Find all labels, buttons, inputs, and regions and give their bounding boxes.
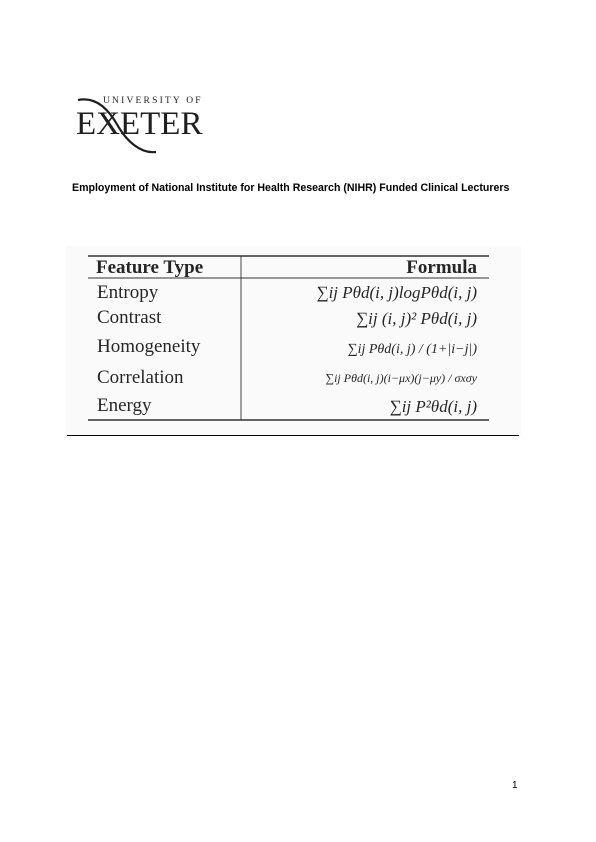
feature-contrast: Contrast [97,307,162,328]
page-number: 1 [512,780,518,791]
feature-correlation: Correlation [97,367,184,388]
university-logo [70,92,216,154]
formula-correlation: ∑ij Pθd(i, j)(i−μx)(j−μy) / σxσy [325,371,477,385]
feature-energy: Energy [97,395,152,416]
logo-university-of: UNIVERSITY OF [103,96,203,106]
logo-exeter: EXETER [76,106,203,142]
document-title: Employment of National Institute for Health Research (NIHR) Funded Clinical Lecturers [72,182,510,194]
figure-underline [67,435,519,436]
feature-entropy: Entropy [97,282,159,303]
feature-homogeneity: Homogeneity [97,336,201,357]
header-feature-type: Feature Type [96,257,204,278]
formula-energy: ∑ij P²θd(i, j) [389,397,477,416]
formula-entropy: ∑ij Pθd(i, j)logPθd(i, j) [316,283,477,302]
feature-formula-table [66,246,521,436]
exeter-logo-graphic [70,92,216,154]
header-formula: Formula [406,257,477,278]
formula-contrast: ∑ij (i, j)² Pθd(i, j) [356,309,477,328]
formula-homogeneity: ∑ij Pθd(i, j) / (1+|i−j|) [347,342,477,357]
